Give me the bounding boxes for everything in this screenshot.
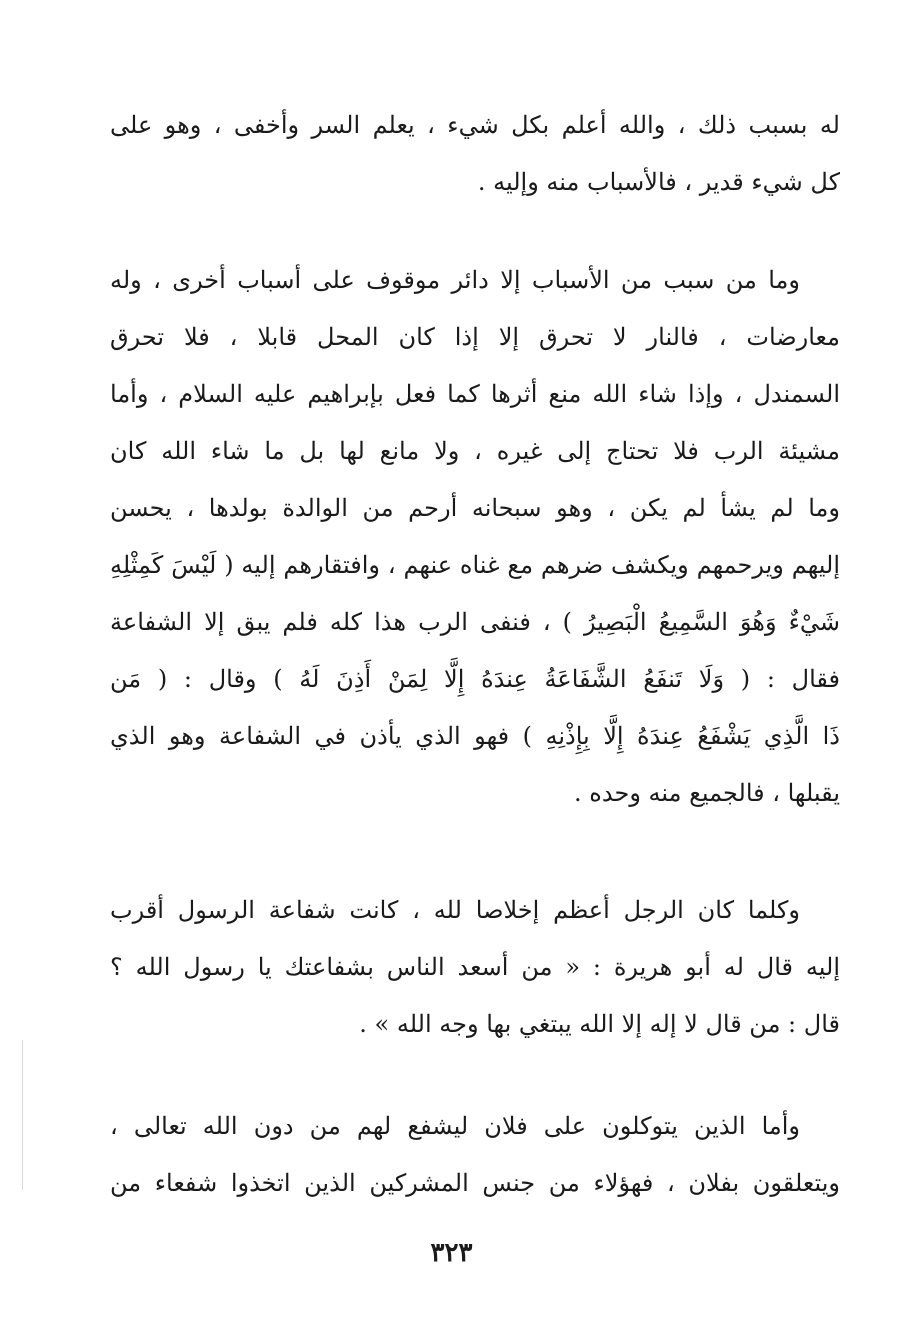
text-line: فقال : ( وَلَا تَنفَعُ الشَّفَاعَةُ عِندَهُ إِلَّا لِمَنْ أَذِنَ لَهُ ) وقال : ( مَن bbox=[110, 665, 840, 693]
text-line: يقبلها ، فالجميع منه وحده . bbox=[574, 779, 840, 807]
text-line: إليه قال له أبو هريرة : « من أسعد الناس بشفاعتك يا رسول الله ؟ bbox=[110, 953, 840, 981]
text-line: ويتعلقون بفلان ، فهؤلاء من جنس المشركين الذين اتخذوا شفعاء من bbox=[110, 1169, 840, 1197]
text-line: إليهم ويرحمهم ويكشف ضرهم مع غناه عنهم ، وافتقارهم إليه ( لَيْسَ كَمِثْلِهِ bbox=[110, 551, 840, 579]
scan-margin-line bbox=[22, 1040, 23, 1190]
text-line: وأما الذين يتوكلون على فلان ليشفع لهم من دون الله تعالى ، bbox=[110, 1112, 800, 1140]
page-number: ٣٢٣ bbox=[430, 1238, 473, 1268]
text-line: كل شيء قدير ، فالأسباب منه وإليه . bbox=[477, 168, 840, 196]
text-line: له بسبب ذلك ، والله أعلم بكل شيء ، يعلم السر وأخفى ، وهو على bbox=[110, 111, 840, 139]
text-line: شَيْءٌ وَهُوَ السَّمِيعُ الْبَصِيرُ ) ، فنفى الرب هذا كله فلم يبق إلا الشفاعة bbox=[110, 608, 840, 636]
text-line: وما لم يشأ لم يكن ، وهو سبحانه أرحم من الوالدة بولدها ، يحسن bbox=[110, 494, 840, 522]
text-line: ذَا الَّذِي يَشْفَعُ عِندَهُ إِلَّا بِإِذْنِهِ ) فهو الذي يأذن في الشفاعة وهو الذي bbox=[110, 722, 840, 750]
text-line: معارضات ، فالنار لا تحرق إلا إذا كان المحل قابلا ، فلا تحرق bbox=[110, 323, 840, 351]
text-line: قال : من قال لا إله إلا الله يبتغي بها وجه الله » . bbox=[359, 1010, 840, 1038]
text-line: وكلما كان الرجل أعظم إخلاصا لله ، كانت شفاعة الرسول أقرب bbox=[110, 896, 800, 924]
text-line: مشيئة الرب فلا تحتاج إلى غيره ، ولا مانع لها بل ما شاء الله كان bbox=[110, 437, 840, 465]
text-line: وما من سبب من الأسباب إلا دائر موقوف على أسباب أخرى ، وله bbox=[110, 266, 800, 294]
text-line: السمندل ، وإذا شاء الله منع أثرها كما فعل بإبراهيم عليه السلام ، وأما bbox=[110, 380, 840, 408]
